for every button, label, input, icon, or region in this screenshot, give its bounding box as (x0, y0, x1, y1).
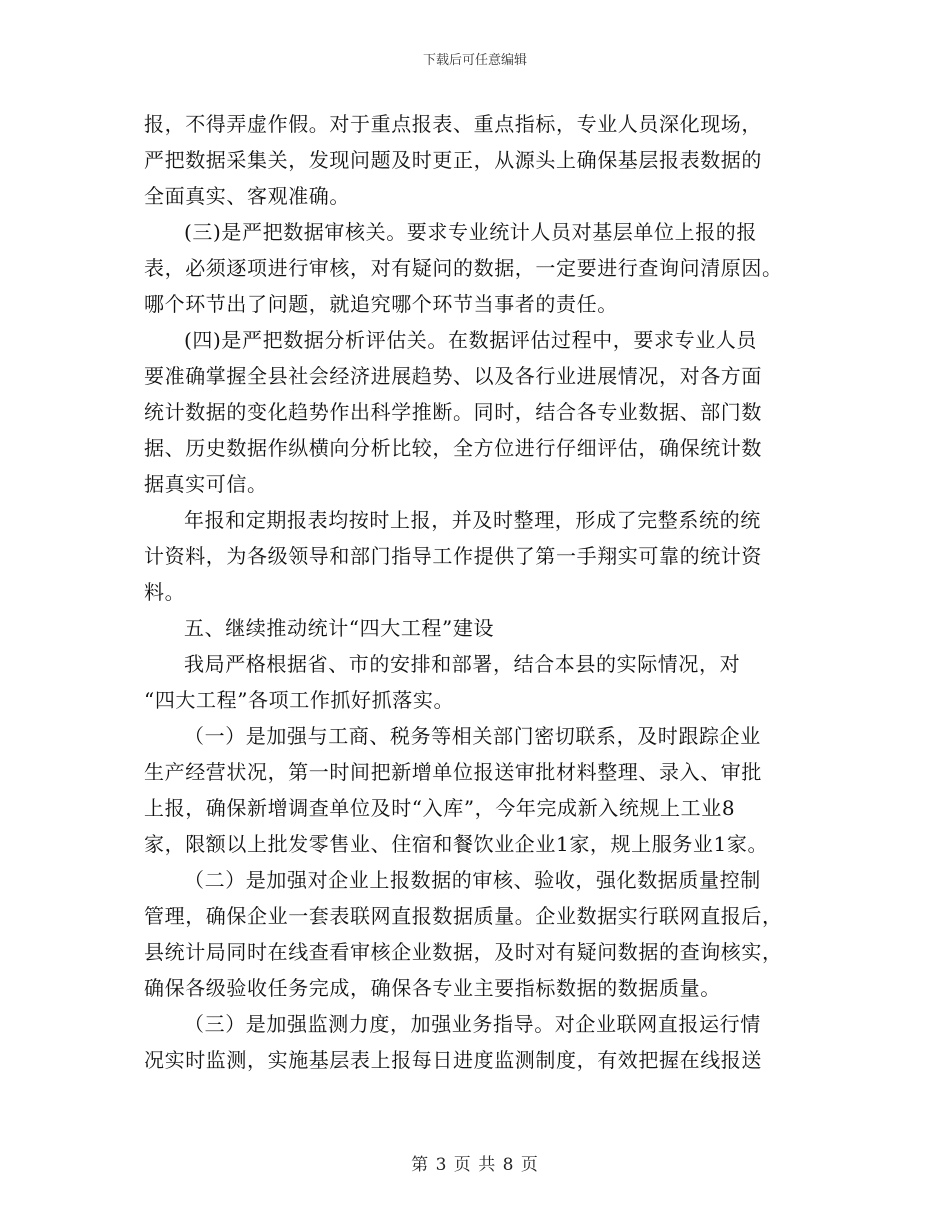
text-line: 生产经营状况，第一时间把新增单位报送审批材料整理、录入、审批 (144, 760, 762, 784)
text-line: 要准确掌握全县社会经济进展趋势、以及各行业进展情况，对各方面 (144, 364, 762, 388)
text-line: 全面真实、客观准确。 (144, 184, 350, 208)
text-line: 计资料，为各级领导和部门指导工作提供了第一手翔实可靠的统计资 (144, 544, 762, 568)
paragraph-item-1: （一）是加强与工商、税务等相关部门密切联系，及时跟踪企业 (184, 724, 761, 748)
page-number: 第 3 页 共 8 页 (411, 1155, 539, 1175)
text-line: 况实时监测，实施基层表上报每日进度监测制度，有效把握在线报送 (144, 1048, 762, 1072)
text-line: 报，不得弄虚作假。对于重点报表、重点指标，专业人员深化现场， (144, 112, 762, 136)
text-line: 料。 (144, 580, 186, 604)
text-line: 严把数据采集关，发现问题及时更正，从源头上确保基层报表数据的 (144, 148, 762, 172)
page-header: 下载后可任意编辑 (422, 53, 527, 68)
text-line: 确保各级验收任务完成，确保各专业主要指标数据的数据质量。 (144, 976, 721, 1000)
text-line: 县统计局同时在线查看审核企业数据，及时对有疑问数据的查询核实， (144, 940, 783, 964)
paragraph-item-3b: （三）是加强监测力度，加强业务指导。对企业联网直报运行情 (184, 1012, 761, 1036)
paragraph-item-2: （二）是加强对企业上报数据的审核、验收，强化数据质量控制 (184, 868, 761, 892)
text-line: 哪个环节出了问题，就追究哪个环节当事者的责任。 (144, 292, 618, 316)
text-line: 家，限额以上批发零售业、住宿和餐饮业企业1家，规上服务业1家。 (144, 832, 769, 856)
text-line: 据真实可信。 (144, 472, 268, 496)
paragraph-annual-report: 年报和定期报表均按时上报，并及时整理，形成了完整系统的统 (184, 508, 761, 532)
paragraph-intro: 我局严格根据省、市的安排和部署，结合本县的实际情况，对 (184, 652, 741, 676)
section-heading-5: 五、继续推动统计“四大工程”建设 (184, 616, 495, 640)
text-line: 据、历史数据作纵横向分析比较，全方位进行仔细评估，确保统计数 (144, 436, 762, 460)
paragraph-item-3: (三)是严把数据审核关。要求专业统计人员对基层单位上报的报 (184, 220, 758, 244)
text-line: 管理，确保企业一套表联网直报数据质量。企业数据实行联网直报后， (144, 904, 783, 928)
paragraph-item-4: (四)是严把数据分析评估关。在数据评估过程中，要求专业人员 (184, 328, 758, 352)
text-line: “四大工程”各项工作抓好抓落实。 (144, 688, 455, 712)
document-body (144, 106, 804, 1078)
text-line: 统计数据的变化趋势作出科学推断。同时，结合各专业数据、部门数 (144, 400, 762, 424)
text-line: 表，必须逐项进行审核，对有疑问的数据，一定要进行查询问清原因。 (144, 256, 783, 280)
text-line: 上报，确保新增调查单位及时“入库”，今年完成新入统规上工业8 (144, 796, 736, 820)
